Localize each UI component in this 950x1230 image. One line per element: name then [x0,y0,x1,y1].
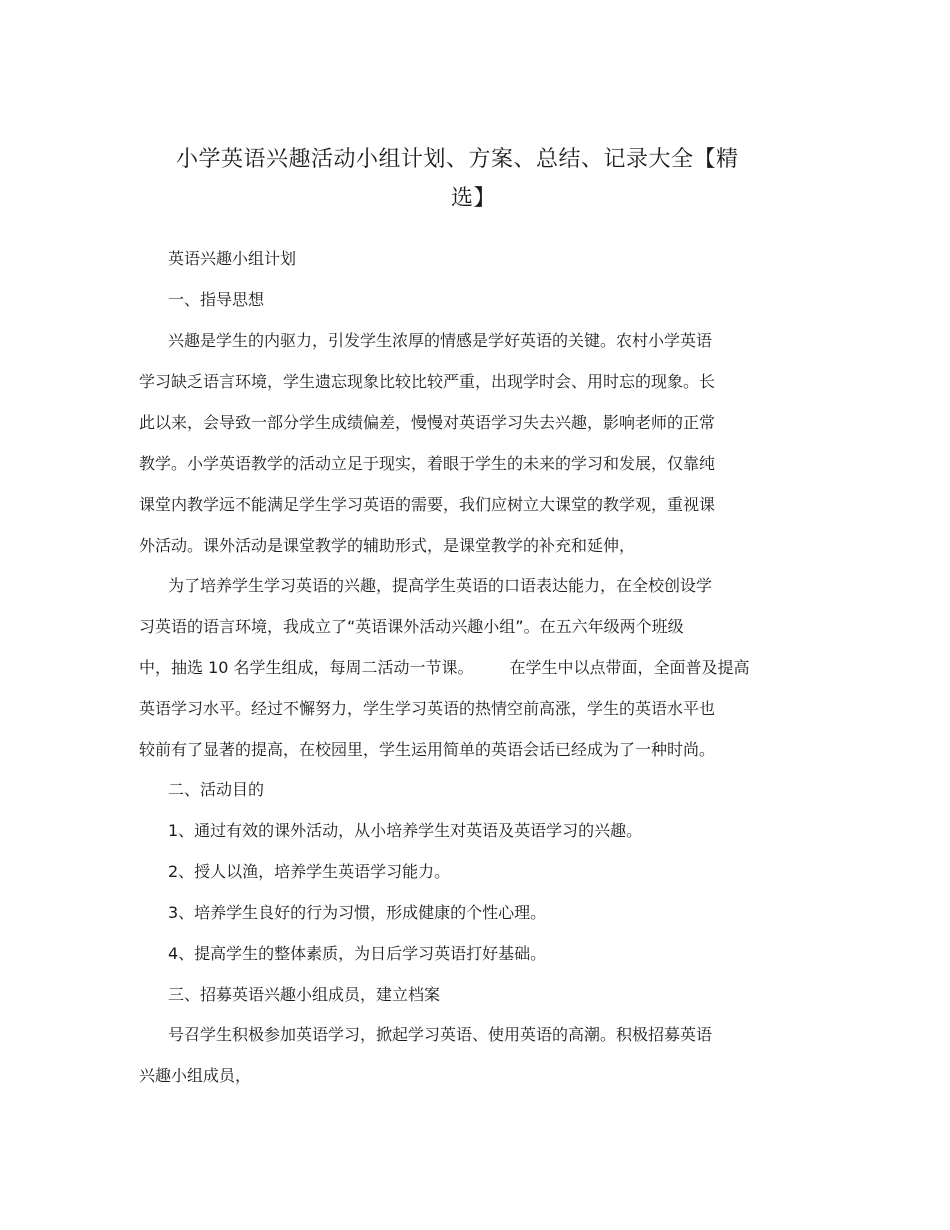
section-heading: 二、活动目的 [168,780,265,799]
paragraph-line: 为了培养学生学习英语的兴趣，提高学生英语的口语表达能力，在全校创设学 [168,576,713,595]
paragraph-line: 习英语的语言环境，我成立了“英语课外活动兴趣小组”。在五六年级两个班级 [139,617,684,636]
paragraph-line [139,658,750,678]
paragraph-segment: 中，抽选 10 名学生组成，每周二活动一节课。 [139,658,474,677]
paragraph-line: 英语学习水平。经过不懈努力，学生学习英语的热情空前高涨，学生的英语水平也 [139,699,716,718]
section-heading: 一、指导思想 [168,290,265,309]
paragraph-line: 兴趣是学生的内驱力，引发学生浓厚的情感是学好英语的关键。农村小学英语 [168,331,713,350]
section-heading: 三、招募英语兴趣小组成员，建立档案 [168,985,441,1004]
paragraph-line: 外活动。课外活动是课堂教学的辅助形式，是课堂教学的补充和延伸， [139,536,636,555]
paragraph-line: 兴趣小组成员， [139,1066,252,1085]
paragraph-line: 此以来，会导致一部分学生成绩偏差，慢慢对英语学习失去兴趣，影响老师的正常 [139,413,716,432]
document-title-line-1: 小学英语兴趣活动小组计划、方案、总结、记录大全【精 [176,147,739,172]
paragraph-line: 课堂内教学远不能满足学生学习英语的需要，我们应树立大课堂的教学观，重视课 [139,495,716,514]
paragraph-line: 学习缺乏语言环境，学生遗忘现象比较比较严重，出现学时会、用时忘的现象。长 [139,372,716,391]
paragraph-line: 较前有了显著的提高，在校园里，学生运用简单的英语会话已经成为了一种时尚。 [139,740,716,759]
list-item: 2、授人以渔，培养学生英语学习能力。 [168,862,451,881]
paragraph-line: 教学。小学英语教学的活动立足于现实，着眼于学生的未来的学习和发展，仅靠纯 [139,454,716,473]
paragraph-line: 号召学生积极参加英语学习，掀起学习英语、使用英语的高潮。积极招募英语 [168,1025,713,1044]
list-item: 1、通过有效的课外活动，从小培养学生对英语及英语学习的兴趣。 [168,821,643,840]
document-title-line-2: 选】 [451,186,497,211]
list-item: 4、提高学生的整体素质，为日后学习英语打好基础。 [168,944,547,963]
list-item: 3、培养学生良好的行为习惯，形成健康的个性心理。 [168,903,547,922]
section-heading: 英语兴趣小组计划 [168,249,297,268]
paragraph-segment: 在学生中以点带面，全面普及提高 [509,658,750,677]
